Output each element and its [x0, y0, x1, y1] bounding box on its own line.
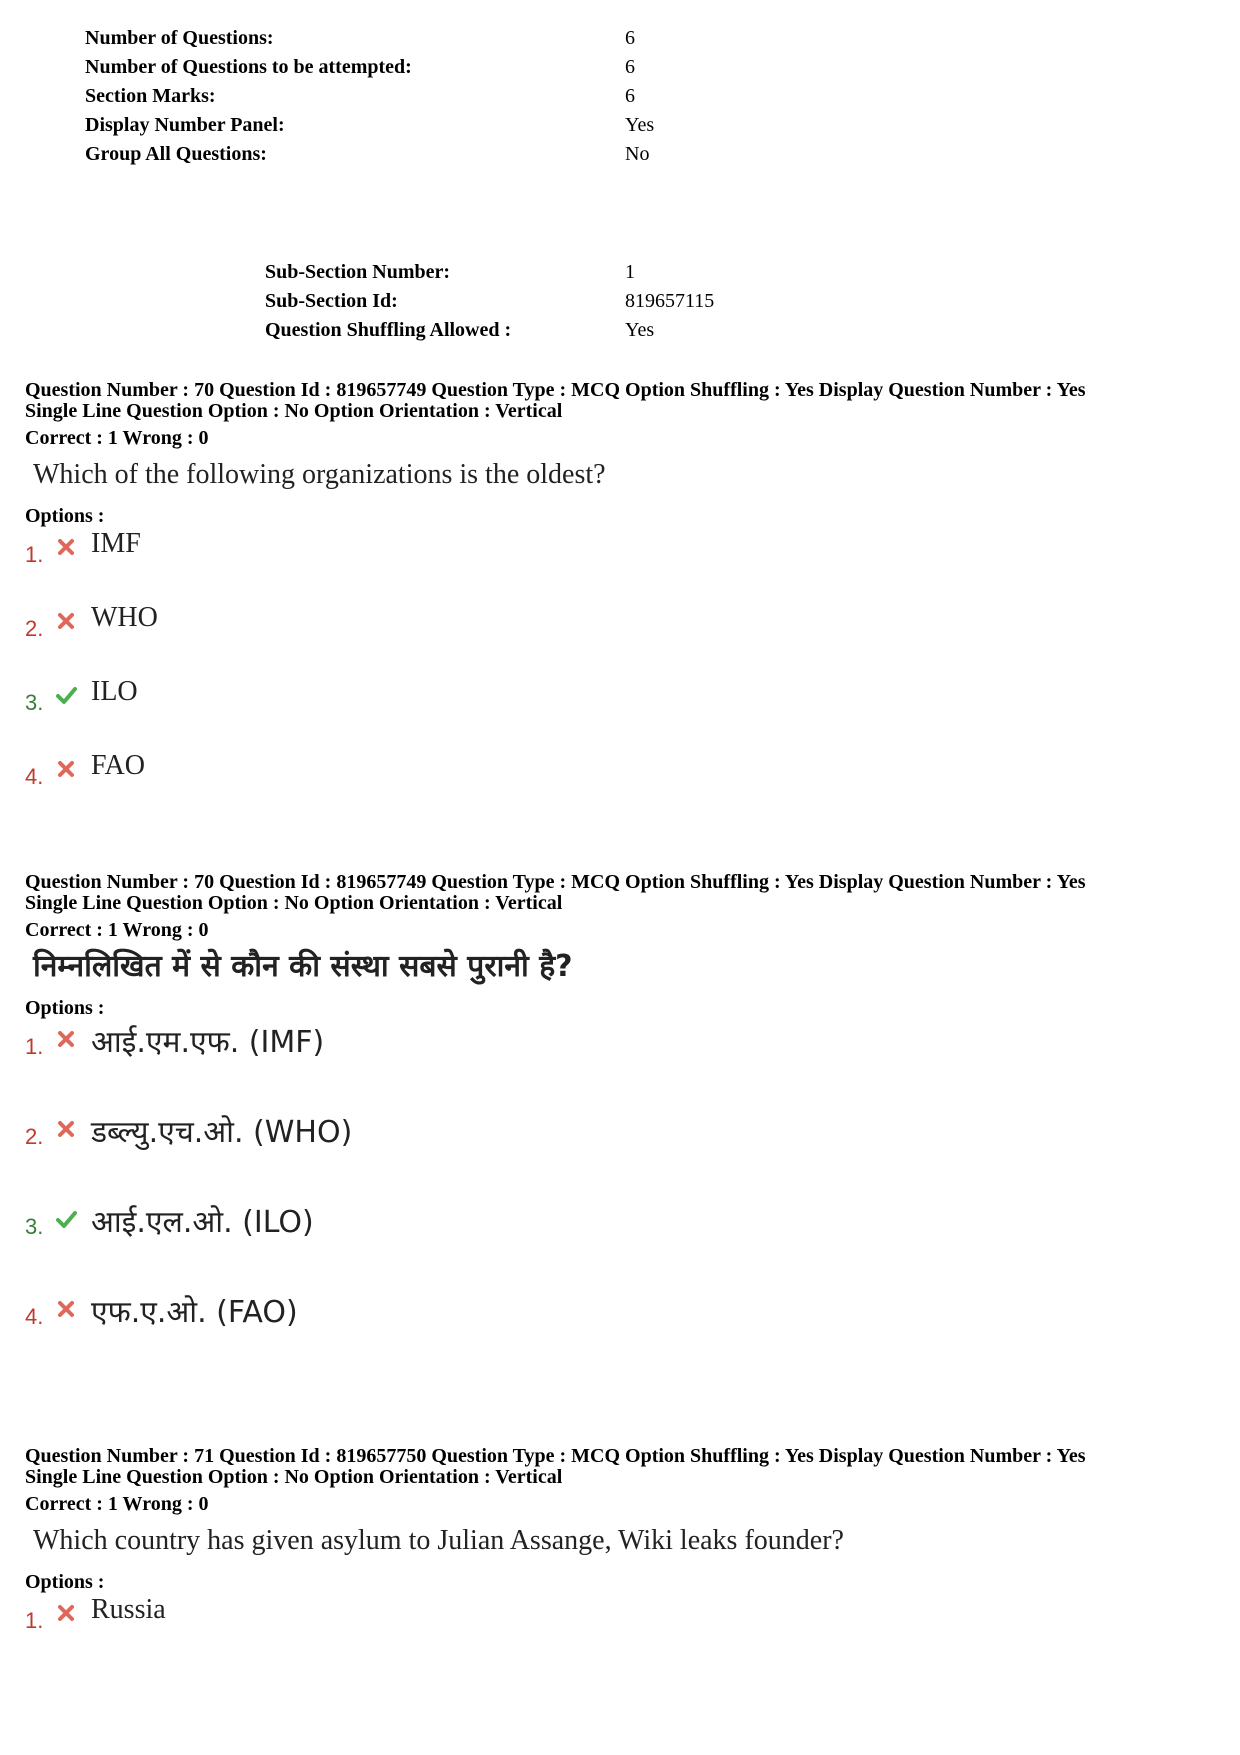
option-text: FAO — [91, 750, 145, 781]
info-row — [85, 24, 635, 53]
info-value: No — [625, 143, 650, 165]
info-value: 6 — [625, 85, 635, 107]
info-label: Number of Questions to be attempted: — [85, 56, 412, 78]
question-meta-line: Question Number : 71 Question Id : 819657750 Question Type : MCQ Option Shuffling : Yes Display Question Number : Yes — [25, 1445, 1086, 1467]
info-value: Yes — [625, 319, 655, 341]
option-text: एफ.ए.ओ. (FAO) — [91, 1295, 298, 1330]
option-item — [25, 1594, 1225, 1668]
option-text: WHO — [91, 602, 158, 633]
options-label: Options : — [25, 1571, 105, 1593]
info-value: 819657115 — [625, 290, 715, 312]
info-label: Number of Questions: — [85, 27, 274, 49]
question-block — [25, 380, 1225, 824]
option-number: 1. — [25, 542, 44, 567]
cross-icon — [55, 610, 77, 632]
question-block — [25, 1446, 1225, 1668]
cross-icon — [55, 1298, 77, 1320]
cross-icon — [55, 1028, 77, 1050]
option-number: 3. — [25, 1214, 44, 1239]
option-text: आई.एल.ओ. (ILO) — [91, 1205, 314, 1240]
option-item — [25, 676, 1225, 750]
question-marks: Correct : 1 Wrong : 0 — [25, 1493, 209, 1515]
question-text: निम्नलिखित में से कौन की संस्था सबसे पुरानी है? — [33, 949, 573, 984]
subsection-info — [265, 258, 715, 345]
question-meta — [25, 872, 1225, 914]
question-meta-line: Single Line Question Option : No Option Orientation : Vertical — [25, 1466, 563, 1488]
option-text: डब्ल्यु.एच.ओ. (WHO) — [91, 1115, 353, 1150]
info-row — [265, 287, 715, 316]
info-value: 6 — [625, 56, 635, 78]
check-icon — [55, 684, 77, 706]
option-text: आई.एम.एफ. (IMF) — [91, 1025, 325, 1060]
options-list — [25, 1594, 1225, 1668]
question-meta-line: Question Number : 70 Question Id : 819657749 Question Type : MCQ Option Shuffling : Yes Display Question Number : Yes — [25, 379, 1086, 401]
option-number: 4. — [25, 764, 44, 789]
option-number: 3. — [25, 690, 44, 715]
option-item — [25, 602, 1225, 676]
option-item — [25, 528, 1225, 602]
option-number: 1. — [25, 1034, 44, 1059]
info-row — [265, 316, 655, 345]
info-row — [85, 82, 635, 111]
question-text: Which of the following organizations is the oldest? — [33, 459, 606, 490]
question-marks: Correct : 1 Wrong : 0 — [25, 919, 209, 941]
question-meta-line: Question Number : 70 Question Id : 819657749 Question Type : MCQ Option Shuffling : Yes Display Question Number : Yes — [25, 871, 1086, 893]
info-row — [85, 53, 635, 82]
option-item — [25, 750, 1225, 824]
info-label: Question Shuffling Allowed : — [265, 319, 512, 341]
options-list — [25, 528, 1225, 824]
question-block — [25, 872, 1225, 1380]
info-label: Sub-Section Id: — [265, 290, 398, 312]
info-value: 6 — [625, 27, 635, 49]
cross-icon — [55, 1602, 77, 1624]
question-meta-line: Single Line Question Option : No Option Orientation : Vertical — [25, 892, 563, 914]
option-number: 2. — [25, 1124, 44, 1149]
option-text: ILO — [91, 676, 138, 707]
option-text: IMF — [91, 528, 141, 559]
question-meta — [25, 380, 1225, 422]
options-label: Options : — [25, 505, 105, 527]
info-value: Yes — [625, 114, 655, 136]
option-item — [25, 1110, 1225, 1200]
cross-icon — [55, 1118, 77, 1140]
info-row — [265, 258, 635, 287]
option-number: 1. — [25, 1608, 44, 1633]
info-label: Group All Questions: — [85, 143, 267, 165]
question-text: Which country has given asylum to Julian Assange, Wiki leaks founder? — [33, 1525, 844, 1556]
info-row — [85, 111, 655, 140]
option-number: 4. — [25, 1304, 44, 1329]
options-list — [25, 1020, 1225, 1380]
info-row — [85, 140, 650, 169]
info-label: Section Marks: — [85, 85, 216, 107]
cross-icon — [55, 758, 77, 780]
section-info — [85, 24, 655, 169]
info-value: 1 — [625, 261, 635, 283]
options-label: Options : — [25, 997, 105, 1019]
option-item — [25, 1200, 1225, 1290]
question-marks: Correct : 1 Wrong : 0 — [25, 427, 209, 449]
info-label: Sub-Section Number: — [265, 261, 451, 283]
question-meta-line: Single Line Question Option : No Option Orientation : Vertical — [25, 400, 563, 422]
option-number: 2. — [25, 616, 44, 641]
cross-icon — [55, 536, 77, 558]
question-meta — [25, 1446, 1225, 1488]
option-item — [25, 1290, 1225, 1380]
info-label: Display Number Panel: — [85, 114, 285, 136]
option-text: Russia — [91, 1594, 166, 1625]
option-item — [25, 1020, 1225, 1110]
check-icon — [55, 1208, 77, 1230]
